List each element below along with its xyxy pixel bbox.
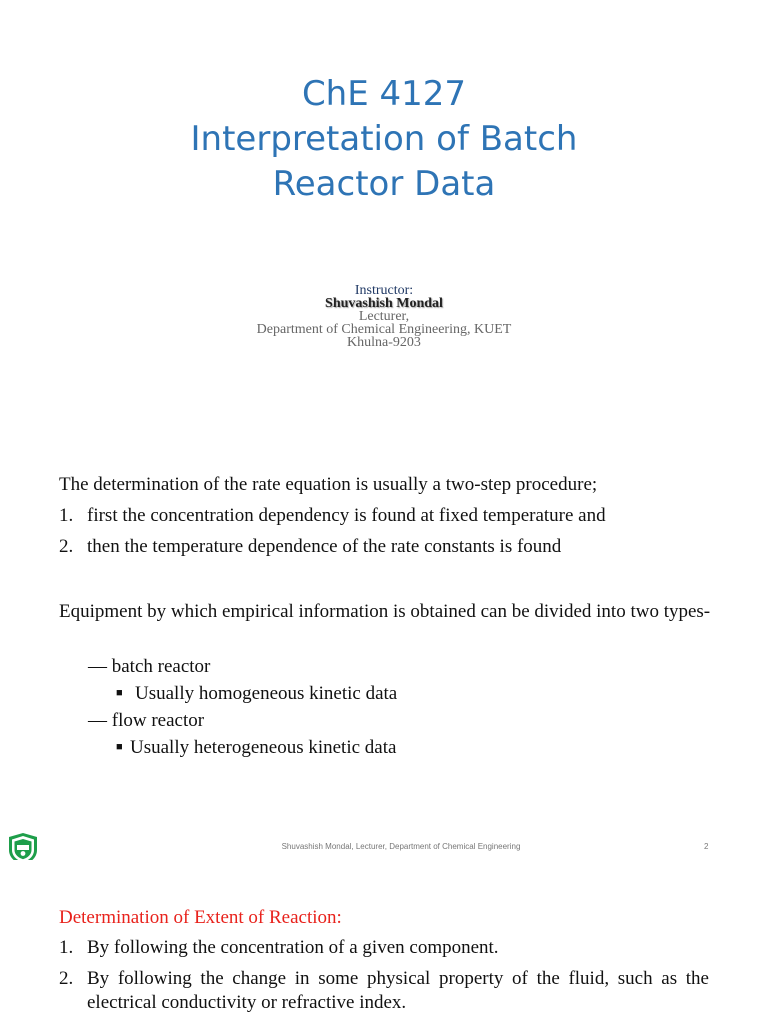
list-number: 2.	[59, 536, 74, 557]
list-number: 1.	[59, 505, 74, 526]
title-line-2: Interpretation of Batch	[190, 119, 578, 159]
list-text: first the concentration dependency is found at fixed temperature and	[87, 505, 606, 526]
list-number: 1.	[59, 937, 74, 958]
instructor-location: Khulna-9203	[347, 335, 421, 350]
slide-footer	[0, 838, 768, 860]
square-bullet-icon: ■	[116, 740, 123, 753]
sub-bullet-text: Usually homogeneous kinetic data	[135, 683, 398, 704]
content-slide-2	[0, 420, 768, 860]
list-text: then the temperature dependence of the rate constants is found	[87, 536, 562, 557]
list-number: 2.	[59, 968, 74, 989]
sub-bullet-item	[116, 736, 396, 761]
instructor-name: Shuvashish Mondal	[325, 296, 443, 311]
title-line-1: ChE 4127	[301, 74, 467, 114]
reactor-type-batch: — batch reactor	[88, 656, 211, 677]
instructor-block	[0, 284, 768, 349]
intro-text: The determination of the rate equation is usually a two-step procedure;	[59, 474, 598, 495]
footer-text: Shuvashish Mondal, Lecturer, Department of Chemical Engineering	[281, 842, 521, 851]
instructor-label: Instructor:	[354, 283, 414, 298]
page-number: 2	[704, 842, 709, 851]
list-item	[59, 936, 499, 960]
list-item	[59, 967, 709, 1015]
list-item	[59, 535, 561, 559]
reactor-type-flow: — flow reactor	[88, 710, 205, 731]
instructor-position: Lecturer,	[358, 309, 410, 324]
instructor-department: Department of Chemical Engineering, KUET	[256, 322, 512, 337]
sub-bullet-item	[116, 682, 397, 707]
square-bullet-icon: ■	[116, 686, 123, 699]
section-heading: Determination of Extent of Reaction:	[59, 907, 342, 928]
content-slide-3	[0, 860, 768, 1024]
slide-title	[0, 72, 768, 207]
list-text: By following the concentration of a given component.	[87, 937, 499, 958]
sub-bullet-text: Usually heterogeneous kinetic data	[130, 737, 397, 758]
list-item	[59, 504, 606, 528]
title-line-3: Reactor Data	[272, 164, 496, 204]
title-slide	[0, 0, 768, 420]
equipment-text: Equipment by which empirical information is obtained can be divided into two types-	[59, 601, 711, 622]
list-text: By following the change in some physical property of the fluid, such as the electrical conductivity or refractive index.	[87, 968, 709, 1013]
